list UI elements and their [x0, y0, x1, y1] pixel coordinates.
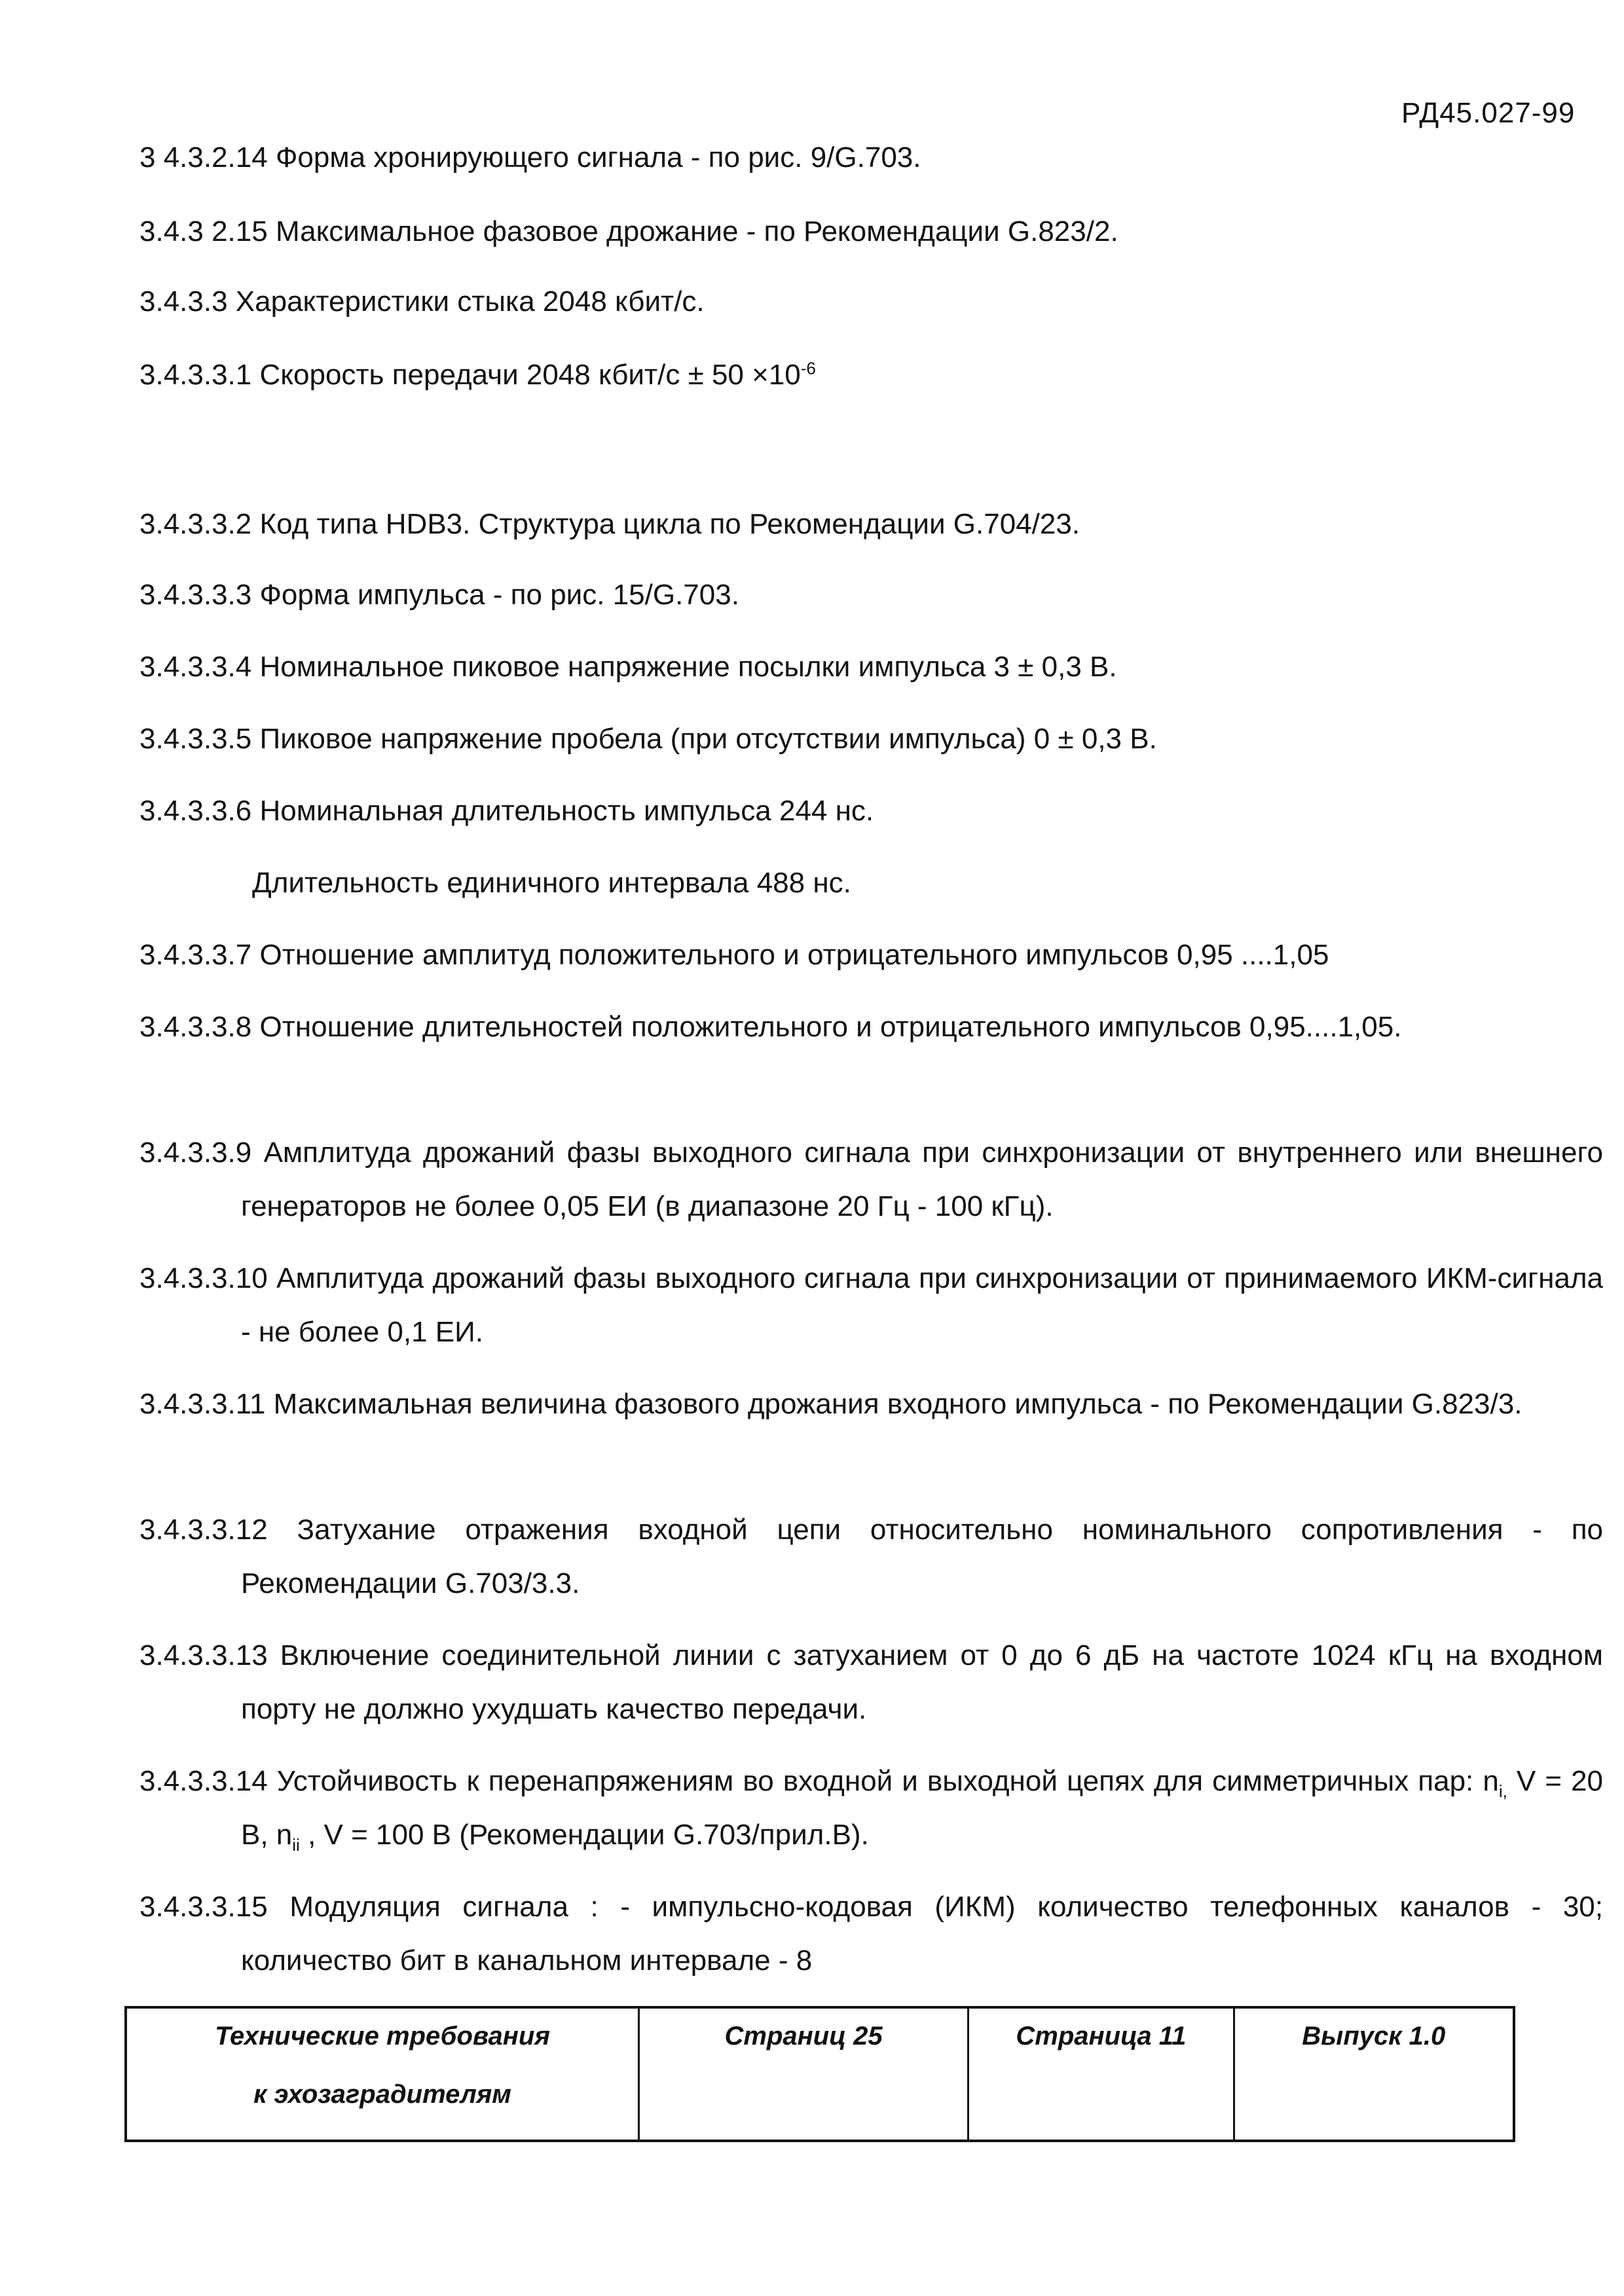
paragraph-3-4-3-3-1: [139, 348, 1502, 402]
doc-code: РД45.027-99: [1401, 97, 1576, 129]
paragraph-3-4-3-3-11: 3.4.3.3.11 Максимальная величина фазового дрожания входного импульса - по Рекомендации G.823/3.: [139, 1388, 1522, 1420]
paragraph-3-4-3-3-14: [139, 1755, 1603, 1862]
speed-exponent: -6: [800, 358, 816, 378]
paragraph-3-4-3-2-15: 3.4.3 2.15 Максимальное фазовое дрожание - по Рекомендации G.823/2.: [139, 215, 1118, 247]
paragraph-3-4-3-3-2: 3.4.3.3.2 Код типа HDB3. Структура цикла по Рекомендации G.704/23.: [139, 508, 1080, 540]
paragraph-3-4-3-3-15: 3.4.3.3.15 Модуляция сигнала : - импульсно-кодовая (ИКМ) количество телефонных каналов - 30; количество бит в канальном интервале - 8: [139, 1891, 1603, 1977]
surge-sub-1: i,: [1498, 1781, 1507, 1801]
footer-stamp: [124, 2006, 1515, 2142]
paragraph-3-4-3-3-10: 3.4.3.3.10 Амплитуда дрожаний фазы выходного сигнала при синхронизации от принимаемого ИКМ-сигнала - не более 0,1 ЕИ.: [139, 1262, 1603, 1348]
paragraph-3-4-3-3-5: 3.4.3.3.5 Пиковое напряжение пробела (при отсутствии импульса) 0 ± 0,3 В.: [139, 723, 1157, 755]
paragraph-3-4-3-3-13: 3.4.3.3.13 Включение соединительной линии с затуханием от 0 до 6 дБ на частоте 1024 кГц на входном порту не должно ухудшать качество передачи.: [139, 1639, 1603, 1725]
paragraph-3-4-3-3-3: 3.4.3.3.3 Форма импульса - по рис. 15/G.703.: [139, 579, 739, 611]
surge-text-1: 3.4.3.3.14 Устойчивость к перенапряжениям во входной и выходной цепях для симметричных пар: n: [139, 1765, 1499, 1797]
paragraph-3-4-3-3-7: 3.4.3.3.7 Отношение амплитуд положительного и отрицательного импульсов 0,95 ....1,05: [139, 939, 1329, 971]
unit-interval-line: Длительность единичного интервала 488 нс.: [252, 867, 851, 899]
surge-sub-2: ii: [292, 1834, 300, 1855]
paragraph-3-4-3-3-9: 3.4.3.3.9 Амплитуда дрожаний фазы выходного сигнала при синхронизации от внутреннего или внешнего генераторов не более 0,05 ЕИ (в диапазоне 20 Гц - 100 кГц).: [139, 1137, 1603, 1222]
speed-text: 3.4.3.3.1 Скорость передачи 2048 кбит/с ± 50 ×10: [139, 359, 801, 391]
paragraph-3-4-3-3: 3.4.3.3 Характеристики стыка 2048 кбит/с.: [139, 285, 705, 318]
stamp-title-line1: Технические требования: [215, 2022, 550, 2050]
stamp-title-line2: к эхозаградителям: [253, 2080, 511, 2109]
paragraph-3-4-3-3-6: 3.4.3.3.6 Номинальная длительность импульса 244 нс.: [139, 795, 874, 827]
surge-text-2: V = 20 В, n: [241, 1765, 1603, 1851]
stamp-page: Страница 11: [969, 2009, 1234, 2140]
stamp-issue: Выпуск 1.0: [1302, 2022, 1446, 2050]
surge-text-3: , V = 100 В (Рекомендации G.703/прил.В).: [299, 1819, 869, 1851]
paragraph-3-4-3-3-8: 3.4.3.3.8 Отношение длительностей положительного и отрицательного импульсов 0,95....1,05.: [139, 1011, 1402, 1043]
paragraph-3-4-3-3-12: 3.4.3.3.12 Затухание отражения входной цепи относительно номинального сопротивления - по Рекомендации G.703/3.3.: [139, 1514, 1603, 1599]
stamp-pages-total: Страниц 25: [640, 2009, 969, 2140]
paragraph-3-4-3-2-14: 3 4.3.2.14 Форма хронирующего сигнала - по рис. 9/G.703.: [139, 141, 921, 173]
stamp-title-cell: [127, 2009, 640, 2140]
paragraph-3-4-3-3-4: 3.4.3.3.4 Номинальное пиковое напряжение посылки импульса 3 ± 0,3 В.: [139, 651, 1117, 683]
